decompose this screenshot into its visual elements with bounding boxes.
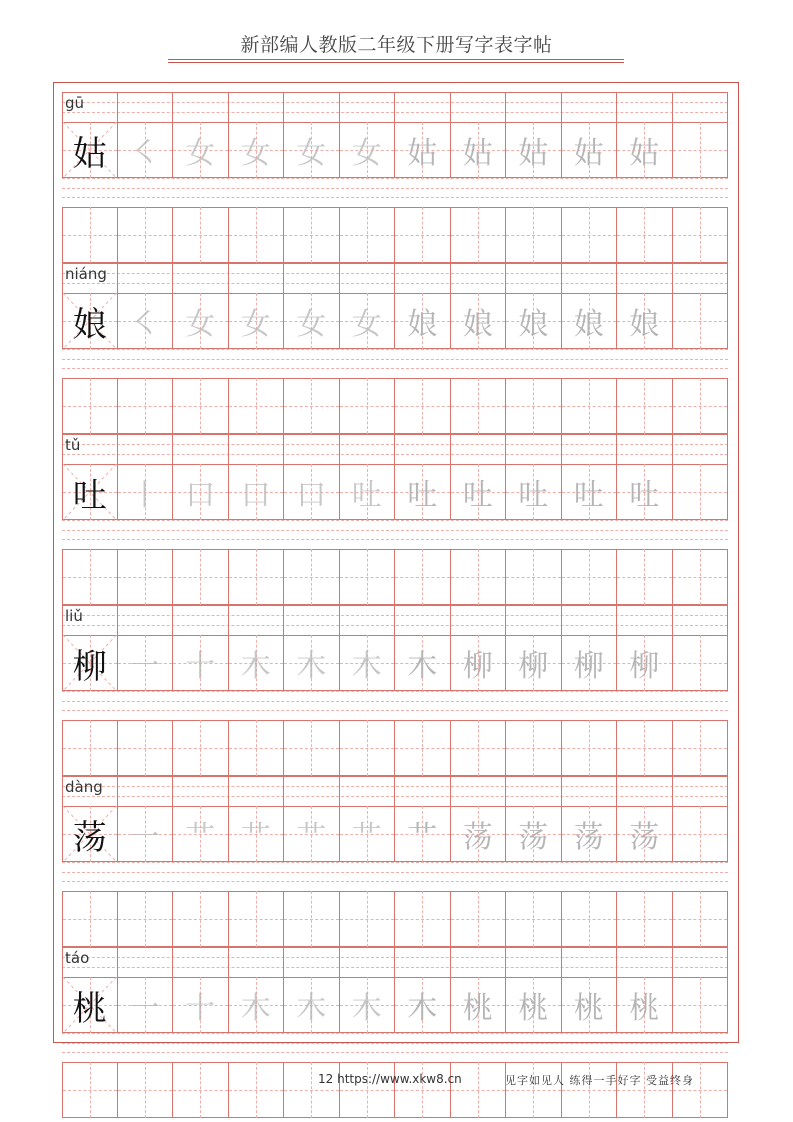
pinyin-label: tǔ	[65, 436, 81, 454]
stroke-order-character: 吐	[407, 478, 438, 513]
tianzige-cell[interactable]	[617, 464, 673, 520]
tianzige-cell[interactable]	[673, 378, 729, 434]
tianzige-cell[interactable]	[173, 549, 229, 605]
footer-page-url: 12 https://www.xkw8.cn	[318, 1072, 462, 1086]
model-character: 吐	[72, 475, 107, 516]
stroke-order-character: 娘	[407, 307, 438, 342]
tianzige-cell[interactable]	[506, 635, 562, 691]
stroke-order-character: 女	[185, 136, 216, 171]
stroke-order-character: 木	[407, 649, 438, 684]
tianzige-cell[interactable]	[506, 806, 562, 862]
tianzige-cell[interactable]	[617, 293, 673, 349]
tianzige-cell[interactable]	[62, 635, 118, 691]
tianzige-cell[interactable]	[284, 806, 340, 862]
pinyin-label: gū	[65, 94, 85, 112]
spacer-staff	[62, 691, 728, 720]
tianzige-cell[interactable]	[173, 977, 229, 1033]
tianzige-cell[interactable]	[62, 122, 118, 178]
footer-motto: 见字如见人 练得一手好字 受益终身	[505, 1074, 694, 1087]
stroke-order-character: 艹	[185, 820, 216, 855]
tianzige-cell[interactable]	[229, 207, 285, 263]
stroke-order-character: 姑	[407, 136, 438, 171]
tianzige-cell[interactable]	[62, 1062, 118, 1118]
stroke-order-character: 姑	[573, 136, 604, 171]
stroke-order-character: 木	[296, 991, 327, 1026]
pinyin-label: táo	[65, 949, 90, 967]
tianzige-cell[interactable]	[229, 293, 285, 349]
stroke-order-character: 木	[407, 991, 438, 1026]
tianzige-cell[interactable]	[284, 549, 340, 605]
stroke-order-character: 娘	[629, 307, 660, 342]
stroke-order-character: 桃	[573, 991, 604, 1026]
tianzige-cell[interactable]	[451, 977, 507, 1033]
stroke-order-character: 艹	[351, 820, 382, 855]
tianzige-cell[interactable]	[506, 207, 562, 263]
tianzige-cell[interactable]	[284, 122, 340, 178]
tianzige-cell[interactable]	[340, 122, 396, 178]
pinyin-label: niáng	[65, 265, 107, 283]
stroke-order-character: 女	[296, 307, 327, 342]
stroke-order-character: 柳	[573, 649, 604, 684]
tianzige-cell[interactable]	[451, 806, 507, 862]
stroke-order-character: 一	[129, 649, 160, 684]
tianzige-cell[interactable]	[673, 635, 729, 691]
stroke-order-character: 木	[351, 991, 382, 1026]
tianzige-cell[interactable]	[562, 464, 618, 520]
stroke-order-character: 丨	[129, 478, 160, 513]
spacer-staff	[62, 520, 728, 549]
tianzige-cell[interactable]	[284, 720, 340, 776]
tianzige-cell[interactable]	[395, 635, 451, 691]
stroke-order-character: 一	[129, 820, 160, 855]
stroke-order-character: 姑	[462, 136, 493, 171]
tianzige-cell[interactable]	[395, 806, 451, 862]
tianzige-cell[interactable]	[673, 806, 729, 862]
tianzige-cell[interactable]	[340, 891, 396, 947]
stroke-order-character: 木	[351, 649, 382, 684]
model-character: 姑	[72, 133, 107, 174]
stroke-order-character: 女	[240, 136, 271, 171]
stroke-order-character: 吐	[629, 478, 660, 513]
spacer-staff	[62, 1033, 728, 1062]
practice-cells	[62, 891, 728, 947]
trace-cells	[62, 122, 728, 178]
tianzige-cell[interactable]	[173, 378, 229, 434]
trace-cells	[62, 464, 728, 520]
tianzige-cell[interactable]	[118, 293, 174, 349]
tianzige-cell[interactable]	[506, 549, 562, 605]
stroke-order-character: 吐	[518, 478, 549, 513]
tianzige-cell[interactable]	[229, 720, 285, 776]
practice-cells	[62, 207, 728, 263]
trace-cells	[62, 293, 728, 349]
character-block	[62, 263, 728, 419]
tianzige-cell[interactable]	[562, 635, 618, 691]
character-block	[62, 92, 728, 248]
tianzige-cell[interactable]	[617, 977, 673, 1033]
tianzige-cell[interactable]	[617, 1062, 673, 1118]
stroke-order-character	[673, 977, 728, 1033]
tianzige-cell[interactable]	[562, 122, 618, 178]
tianzige-cell[interactable]	[617, 806, 673, 862]
stroke-order-character: 桃	[462, 991, 493, 1026]
tianzige-cell[interactable]	[506, 1062, 562, 1118]
tianzige-cell[interactable]	[673, 464, 729, 520]
tianzige-cell[interactable]	[62, 378, 118, 434]
tianzige-cell[interactable]	[506, 720, 562, 776]
tianzige-cell[interactable]	[562, 977, 618, 1033]
tianzige-cell[interactable]	[395, 207, 451, 263]
pinyin-label: dàng	[65, 778, 103, 796]
stroke-order-character: 木	[240, 649, 271, 684]
character-block	[62, 434, 728, 590]
stroke-order-character: 荡	[462, 820, 493, 855]
stroke-order-character: 女	[296, 136, 327, 171]
stroke-order-character: 娘	[518, 307, 549, 342]
tianzige-cell[interactable]	[673, 207, 729, 263]
stroke-order-character: 吐	[351, 478, 382, 513]
practice-cells	[62, 1062, 728, 1118]
stroke-order-character: 女	[240, 307, 271, 342]
tianzige-cell[interactable]	[562, 378, 618, 434]
tianzige-cell[interactable]	[118, 1062, 174, 1118]
tianzige-cell[interactable]	[562, 720, 618, 776]
tianzige-cell[interactable]	[617, 891, 673, 947]
trace-cells	[62, 977, 728, 1033]
tianzige-cell[interactable]	[229, 549, 285, 605]
tianzige-cell[interactable]	[118, 806, 174, 862]
tianzige-cell[interactable]	[617, 122, 673, 178]
stroke-order-character: 艹	[240, 820, 271, 855]
tianzige-cell[interactable]	[284, 464, 340, 520]
tianzige-cell[interactable]	[395, 549, 451, 605]
tianzige-cell[interactable]	[173, 207, 229, 263]
tianzige-cell[interactable]	[395, 1062, 451, 1118]
tianzige-cell[interactable]	[118, 464, 174, 520]
tianzige-cell[interactable]	[617, 378, 673, 434]
tianzige-cell[interactable]	[229, 806, 285, 862]
tianzige-cell[interactable]	[617, 720, 673, 776]
tianzige-cell[interactable]	[617, 635, 673, 691]
stroke-order-character: 口	[296, 478, 327, 513]
tianzige-cell[interactable]	[451, 720, 507, 776]
tianzige-cell[interactable]	[395, 720, 451, 776]
stroke-order-character: 艹	[296, 820, 327, 855]
tianzige-cell[interactable]	[173, 635, 229, 691]
tianzige-cell[interactable]	[451, 635, 507, 691]
pinyin-row	[62, 605, 728, 635]
pinyin-row	[62, 434, 728, 464]
stroke-order-character: 艹	[407, 820, 438, 855]
tianzige-cell[interactable]	[62, 720, 118, 776]
tianzige-cell[interactable]	[451, 293, 507, 349]
tianzige-cell[interactable]	[62, 806, 118, 862]
practice-cells	[62, 378, 728, 434]
stroke-order-character: 娘	[462, 307, 493, 342]
tianzige-cell[interactable]	[229, 122, 285, 178]
practice-cells	[62, 549, 728, 605]
tianzige-cell[interactable]	[284, 207, 340, 263]
tianzige-cell[interactable]	[562, 1062, 618, 1118]
stroke-order-character	[673, 635, 728, 691]
stroke-order-character: 女	[351, 136, 382, 171]
stroke-order-character: 十	[185, 649, 216, 684]
tianzige-cell[interactable]	[173, 720, 229, 776]
tianzige-cell[interactable]	[62, 207, 118, 263]
character-block	[62, 605, 728, 761]
stroke-order-character: 木	[296, 649, 327, 684]
tianzige-cell[interactable]	[451, 1062, 507, 1118]
tianzige-cell[interactable]	[340, 720, 396, 776]
tianzige-cell[interactable]	[118, 207, 174, 263]
tianzige-cell[interactable]	[395, 293, 451, 349]
tianzige-cell[interactable]	[118, 977, 174, 1033]
practice-cells	[62, 720, 728, 776]
tianzige-cell[interactable]	[284, 891, 340, 947]
tianzige-cell[interactable]	[173, 464, 229, 520]
tianzige-cell[interactable]	[62, 549, 118, 605]
tianzige-cell[interactable]	[451, 122, 507, 178]
tianzige-cell[interactable]	[562, 293, 618, 349]
tianzige-cell[interactable]	[673, 720, 729, 776]
stroke-order-character: 口	[240, 478, 271, 513]
tianzige-cell[interactable]	[340, 1062, 396, 1118]
stroke-order-character: 荡	[629, 820, 660, 855]
tianzige-cell[interactable]	[395, 122, 451, 178]
tianzige-cell[interactable]	[173, 891, 229, 947]
stroke-order-character: 口	[185, 478, 216, 513]
stroke-order-character	[673, 122, 728, 178]
stroke-order-character: 桃	[518, 991, 549, 1026]
tianzige-cell[interactable]	[173, 1062, 229, 1118]
stroke-order-character: 柳	[518, 649, 549, 684]
stroke-order-character: ㇛	[129, 136, 160, 171]
stroke-order-character	[673, 806, 728, 862]
tianzige-cell[interactable]	[673, 122, 729, 178]
tianzige-cell[interactable]	[506, 293, 562, 349]
tianzige-cell[interactable]	[229, 1062, 285, 1118]
stroke-order-character: 女	[351, 307, 382, 342]
tianzige-cell[interactable]	[284, 378, 340, 434]
tianzige-cell[interactable]	[506, 891, 562, 947]
pinyin-row	[62, 263, 728, 293]
tianzige-cell[interactable]	[118, 122, 174, 178]
tianzige-cell[interactable]	[62, 977, 118, 1033]
stroke-order-character: 木	[240, 991, 271, 1026]
tianzige-cell[interactable]	[395, 891, 451, 947]
tianzige-cell[interactable]	[506, 378, 562, 434]
stroke-order-character: 荡	[573, 820, 604, 855]
trace-cells	[62, 806, 728, 862]
tianzige-cell[interactable]	[395, 977, 451, 1033]
stroke-order-character: 柳	[462, 649, 493, 684]
tianzige-cell[interactable]	[62, 464, 118, 520]
tianzige-cell[interactable]	[673, 1062, 729, 1118]
page-title: 新部编人教版二年级下册写字表字帖	[240, 34, 553, 56]
tianzige-cell[interactable]	[451, 378, 507, 434]
model-character: 桃	[72, 988, 107, 1029]
tianzige-cell[interactable]	[340, 549, 396, 605]
tianzige-cell[interactable]	[173, 293, 229, 349]
tianzige-cell[interactable]	[118, 635, 174, 691]
tianzige-cell[interactable]	[506, 122, 562, 178]
tianzige-cell[interactable]	[617, 207, 673, 263]
spacer-staff	[62, 349, 728, 378]
tianzige-cell[interactable]	[562, 891, 618, 947]
tianzige-cell[interactable]	[617, 549, 673, 605]
stroke-order-character: 荡	[518, 820, 549, 855]
stroke-order-character: 一	[129, 991, 160, 1026]
tianzige-cell[interactable]	[118, 720, 174, 776]
stroke-order-character: ㇛	[129, 307, 160, 342]
stroke-order-character: 姑	[629, 136, 660, 171]
tianzige-cell[interactable]	[451, 207, 507, 263]
spacer-staff	[62, 862, 728, 891]
tianzige-cell[interactable]	[118, 378, 174, 434]
tianzige-cell[interactable]	[284, 1062, 340, 1118]
tianzige-cell[interactable]	[284, 635, 340, 691]
stroke-order-character: 桃	[629, 991, 660, 1026]
tianzige-cell[interactable]	[506, 464, 562, 520]
tianzige-cell[interactable]	[395, 378, 451, 434]
stroke-order-character: 柳	[629, 649, 660, 684]
tianzige-cell[interactable]	[229, 464, 285, 520]
stroke-order-character: 姑	[518, 136, 549, 171]
pinyin-row	[62, 947, 728, 977]
tianzige-cell[interactable]	[340, 378, 396, 434]
tianzige-cell[interactable]	[340, 977, 396, 1033]
pinyin-row	[62, 92, 728, 122]
tianzige-cell[interactable]	[340, 293, 396, 349]
tianzige-cell[interactable]	[284, 977, 340, 1033]
tianzige-cell[interactable]	[340, 806, 396, 862]
character-block	[62, 776, 728, 932]
tianzige-cell[interactable]	[562, 549, 618, 605]
pinyin-row	[62, 776, 728, 806]
tianzige-cell[interactable]	[62, 891, 118, 947]
stroke-order-character	[673, 293, 728, 349]
tianzige-cell[interactable]	[451, 464, 507, 520]
tianzige-cell[interactable]	[118, 549, 174, 605]
title-rule-bottom	[168, 62, 624, 63]
tianzige-cell[interactable]	[562, 207, 618, 263]
tianzige-cell[interactable]	[340, 635, 396, 691]
tianzige-cell[interactable]	[340, 207, 396, 263]
stroke-order-character: 吐	[573, 478, 604, 513]
tianzige-cell[interactable]	[173, 806, 229, 862]
tianzige-cell[interactable]	[229, 977, 285, 1033]
tianzige-cell[interactable]	[673, 293, 729, 349]
tianzige-cell[interactable]	[451, 549, 507, 605]
pinyin-label: liǔ	[65, 607, 83, 625]
tianzige-cell[interactable]	[673, 977, 729, 1033]
stroke-order-character: 十	[185, 991, 216, 1026]
tianzige-cell[interactable]	[284, 293, 340, 349]
tianzige-cell[interactable]	[173, 122, 229, 178]
tianzige-cell[interactable]	[118, 891, 174, 947]
tianzige-cell[interactable]	[673, 891, 729, 947]
spacer-staff	[62, 178, 728, 207]
model-character: 荡	[72, 817, 107, 858]
tianzige-cell[interactable]	[506, 977, 562, 1033]
tianzige-cell[interactable]	[229, 378, 285, 434]
tianzige-cell[interactable]	[62, 293, 118, 349]
tianzige-cell[interactable]	[451, 891, 507, 947]
stroke-order-character	[673, 464, 728, 520]
stroke-order-character: 女	[185, 307, 216, 342]
tianzige-cell[interactable]	[673, 549, 729, 605]
stroke-order-character: 吐	[462, 478, 493, 513]
trace-cells	[62, 635, 728, 691]
model-character: 柳	[72, 646, 107, 687]
model-character: 娘	[72, 304, 107, 345]
tianzige-cell[interactable]	[229, 891, 285, 947]
stroke-order-character: 娘	[573, 307, 604, 342]
tianzige-cell[interactable]	[395, 464, 451, 520]
tianzige-cell[interactable]	[229, 635, 285, 691]
title-rule-top	[168, 59, 624, 60]
tianzige-cell[interactable]	[562, 806, 618, 862]
tianzige-cell[interactable]	[340, 464, 396, 520]
